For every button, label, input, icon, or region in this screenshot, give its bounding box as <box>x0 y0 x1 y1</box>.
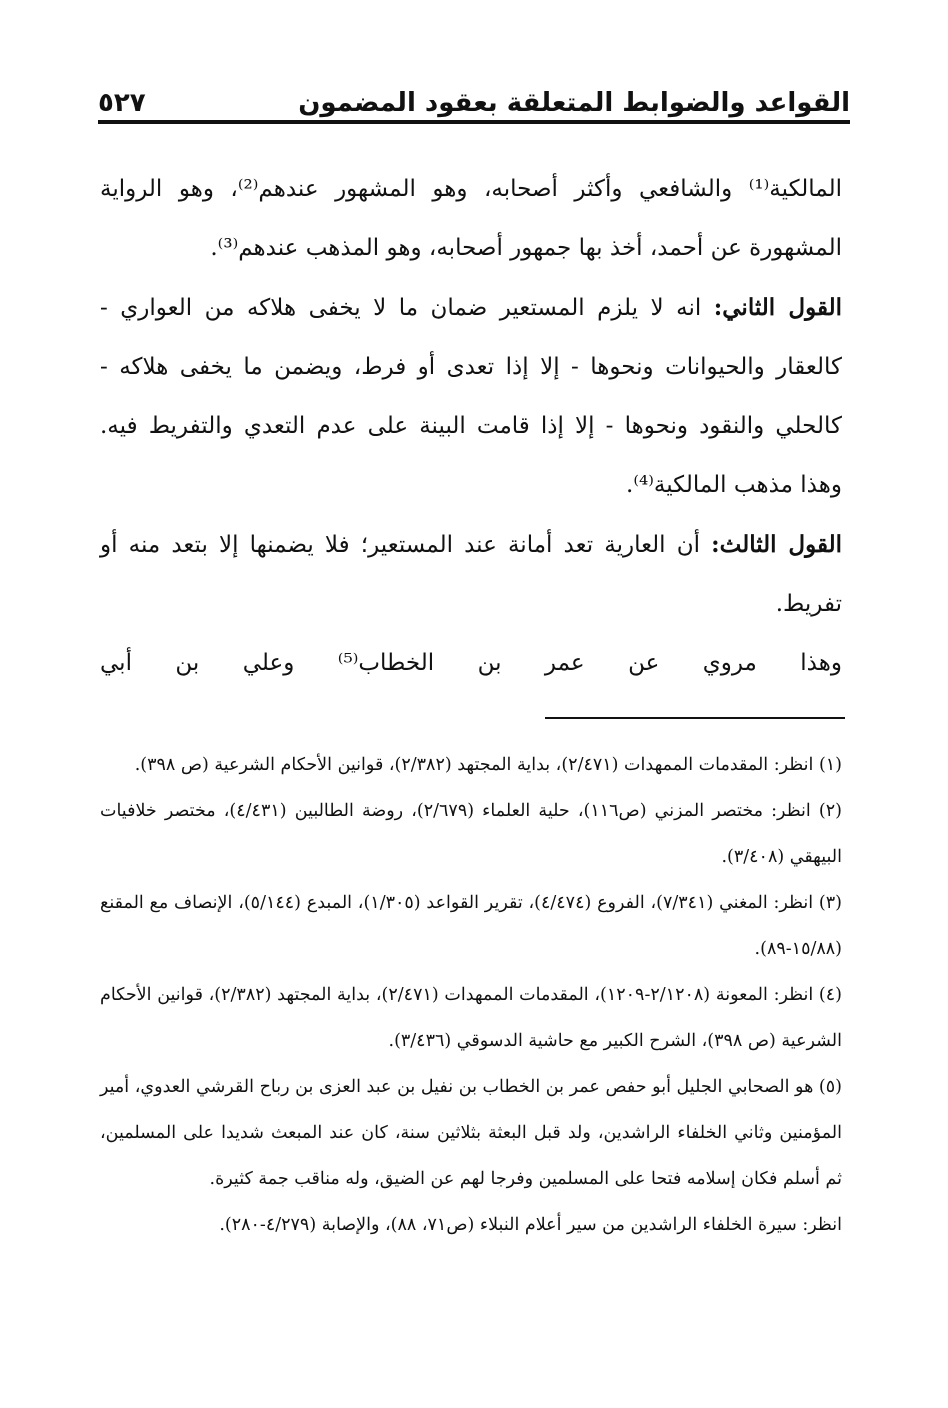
page-number: ٥٢٧ <box>98 88 146 118</box>
paragraph-3-lead: القول الثالث: <box>711 531 843 558</box>
paragraph-4: وهذا مروي عن عمر بن الخطاب⁽⁵⁾ وعلي بن أبي <box>100 650 842 676</box>
paragraph-2 <box>100 278 842 515</box>
running-header <box>98 78 850 124</box>
footnote-2: (٢) انظر: مختصر المزني (ص١١٦)، حلية العلماء (٢/٦٧٩)، روضة الطالبين (٤/٤٣١)، مختصر خلافيات البيهقي (٣/٤٠٨). <box>100 801 842 867</box>
footnote-separator <box>545 717 845 719</box>
paragraph-3 <box>100 515 842 634</box>
footnote-4: (٤) انظر: المعونة (٢/١٢٠٨-١٢٠٩)، المقدمات الممهدات (٢/٤٧١)، بداية المجتهد (٢/٣٨٢)، قوانين الأحكام الشرعية (ص ٣٩٨)، الشرح الكبير مع حاشية الدسوقي (٣/٤٣٦). <box>100 985 842 1051</box>
footnotes <box>100 742 842 1248</box>
paragraph-1: المالكية⁽¹⁾ والشافعي وأكثر أصحابه، وهو المشهور عندهم⁽²⁾، وهو الرواية المشهورة عن أحمد، أخذ بها جمهور أصحابه، وهو المذهب عندهم⁽³⁾. <box>100 176 842 261</box>
footnote-1: (١) انظر: المقدمات الممهدات (٢/٤٧١)، بداية المجتهد (٢/٣٨٢)، قوانين الأحكام الشرعية (ص ٣٩٨). <box>134 755 842 775</box>
paragraph-3-text: أن العارية تعد أمانة عند المستعير؛ فلا يضمنها إلا بتعد منه أو تفريط. <box>100 532 842 617</box>
header-rule <box>98 120 850 124</box>
footnote-5-reference: انظر: سيرة الخلفاء الراشدين من سير أعلام النبلاء (ص٧١، ٨٨)، والإصابة (٤/٢٧٩-٢٨٠). <box>219 1215 842 1235</box>
paragraph-2-text: انه لا يلزم المستعير ضمان ما لا يخفى هلاكه من العواري - كالعقار والحيوانات ونحوها - إلا إذا تعدى أو فرط، ويضمن ما يخفى هلاكه - كالحلي والنقود ونحوها - إلا إذا قامت البينة على عدم التعدي والتفريط فيه. وهذا مذهب المالكية⁽⁴⁾. <box>100 295 842 498</box>
footnote-3: (٣) انظر: المغني (٧/٣٤١)، الفروع (٤/٤٧٤)، تقرير القواعد (١/٣٠٥)، المبدع (٥/١٤٤)، الإنصاف مع المقنع (١٥/٨٨-٨٩). <box>100 893 842 959</box>
header-title: القواعد والضوابط المتعلقة بعقود المضمون <box>298 88 850 118</box>
main-text <box>100 160 842 693</box>
footnote-5: (٥) هو الصحابي الجليل أبو حفص عمر بن الخطاب بن نفيل بن عبد العزى بن رباح القرشي العدوي، أمير المؤمنين وثاني الخلفاء الراشدين، ولد قبل البعثة بثلاثين سنة، كان عند المبعث شديدا على المسلمين، ثم أسلم فكان إسلامه فتحا على المسلمين وفرجا لهم عن الضيق، وله مناقب جمة كثيرة. <box>100 1077 842 1189</box>
paragraph-2-lead: القول الثاني: <box>713 294 842 321</box>
